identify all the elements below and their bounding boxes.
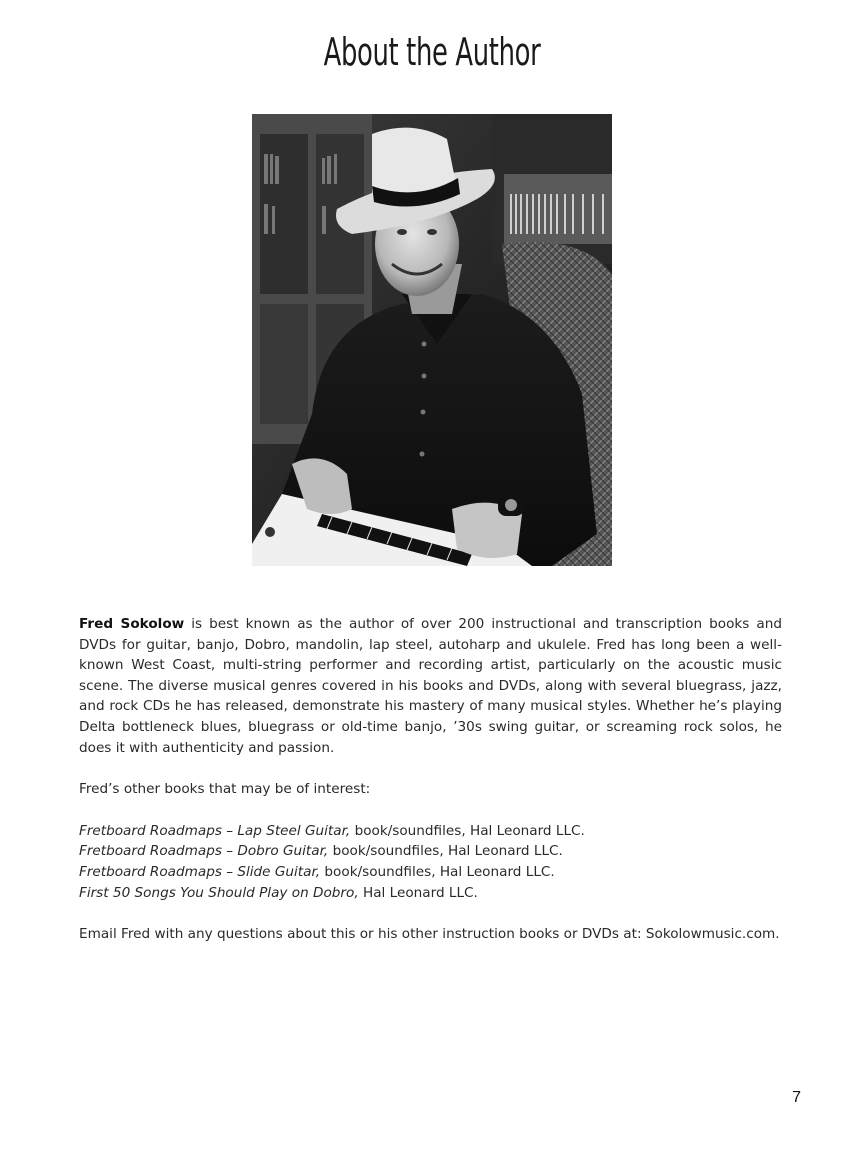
list-item xyxy=(79,821,782,842)
author-photo xyxy=(252,114,612,566)
bio-text: is best known as the author of over 200 instructional and transcription books and DVDs for guitar, banjo, Dobro, mandolin, lap steel, autoharp and ukulele. Fred has long been a well-known West Coast, multi-string performer and recording artist, particularly on the acoustic music scene. The diverse musical genres covered in his books and DVDs, along with several bluegrass, jazz, and rock CDs he has released, demonstrate his mastery of many musical styles. Whether he’s playing Delta bottleneck blues, bluegrass or old-time banjo, ’30s swing guitar, or screaming rock solos, he does it with authenticity and passion. xyxy=(79,616,782,756)
book-title: Fretboard Roadmaps – Slide Guitar, xyxy=(79,863,321,880)
other-books-list xyxy=(79,821,782,903)
book-title: First 50 Songs You Should Play on Dobro, xyxy=(79,884,359,901)
other-books-intro: Fred’s other books that may be of interest: xyxy=(79,781,371,798)
book-details: book/soundfiles, Hal Leonard LLC. xyxy=(350,822,585,839)
page-number: 7 xyxy=(792,1089,801,1106)
list-item xyxy=(79,841,782,862)
bio-paragraph xyxy=(79,614,782,758)
book-details: book/soundfiles, Hal Leonard LLC. xyxy=(328,843,563,860)
book-details: book/soundfiles, Hal Leonard LLC. xyxy=(320,863,555,880)
list-item xyxy=(79,862,782,883)
page-title: About the Author xyxy=(323,30,541,74)
book-title: Fretboard Roadmaps – Dobro Guitar, xyxy=(79,843,329,860)
book-title: Fretboard Roadmaps – Lap Steel Guitar, xyxy=(79,822,351,839)
author-photo-icon xyxy=(252,114,612,566)
list-item xyxy=(79,883,782,904)
body-text xyxy=(79,614,782,945)
author-name: Fred Sokolow xyxy=(79,616,185,632)
contact-text: Email Fred with any questions about this or his other instruction books or DVDs at: Sokolowmusic.com. xyxy=(79,926,780,943)
book-details: Hal Leonard LLC. xyxy=(358,884,478,901)
